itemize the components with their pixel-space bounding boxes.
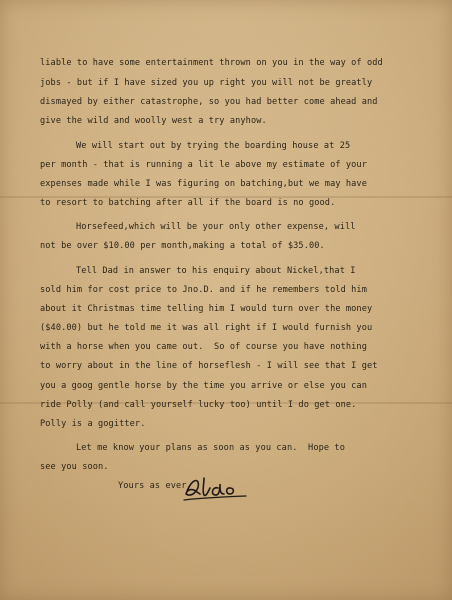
letter-line: about it Christmas time telling him I would turn over the money [40, 304, 373, 314]
letter-line: ride Polly (and call yourself lucky too) until I do get one. [40, 400, 357, 410]
letter-line: dismayed by either catastrophe, so you had better come ahead and [40, 97, 378, 107]
letter-line: We will start out by trying the boarding house at 25 [76, 141, 351, 151]
letter-line: you a goog gentle horse by the time you arrive or else you can [40, 381, 367, 391]
handwritten-signature [180, 472, 252, 506]
letter-line: Let me know your plans as soon as you can. Hope to [76, 443, 345, 453]
letter-line: sold him for cost price to Jno.D. and if he remembers told him [40, 285, 367, 295]
letter-line: per month - that is running a lit le above my estimate of your [40, 160, 367, 170]
letter-line: not be over $10.00 per month,making a total of $35.00. [40, 241, 325, 251]
letter-line: give the wild and woolly west a try anyhow. [40, 116, 267, 126]
letter-line: Tell Dad in answer to his enquiry about Nickel,that I [76, 266, 356, 276]
letter-line: to worry about in the line of horseflesh - I will see that I get [40, 361, 378, 371]
letter-line: see you soon. [40, 462, 109, 472]
letter-line: expenses made while I was figuring on batching,but we may have [40, 179, 367, 189]
letter-line: liable to have some entertainment thrown on you in the way of odd [40, 58, 383, 68]
letter-line: ($40.00) but he told me it was all right if I would furnish you [40, 323, 373, 333]
letter-line: to resort to batching after all if the board is no good. [40, 198, 336, 208]
letter-line: with a horse when you came out. So of course you have nothing [40, 342, 367, 352]
closing-line: Yours as ever [118, 481, 187, 491]
letter-line: Horsefeed,which will be your only other expense, will [76, 222, 356, 232]
letter-line: Polly is a gogitter. [40, 419, 146, 429]
letter-line: jobs - but if I have sized you up right you will not be greatly [40, 78, 373, 88]
